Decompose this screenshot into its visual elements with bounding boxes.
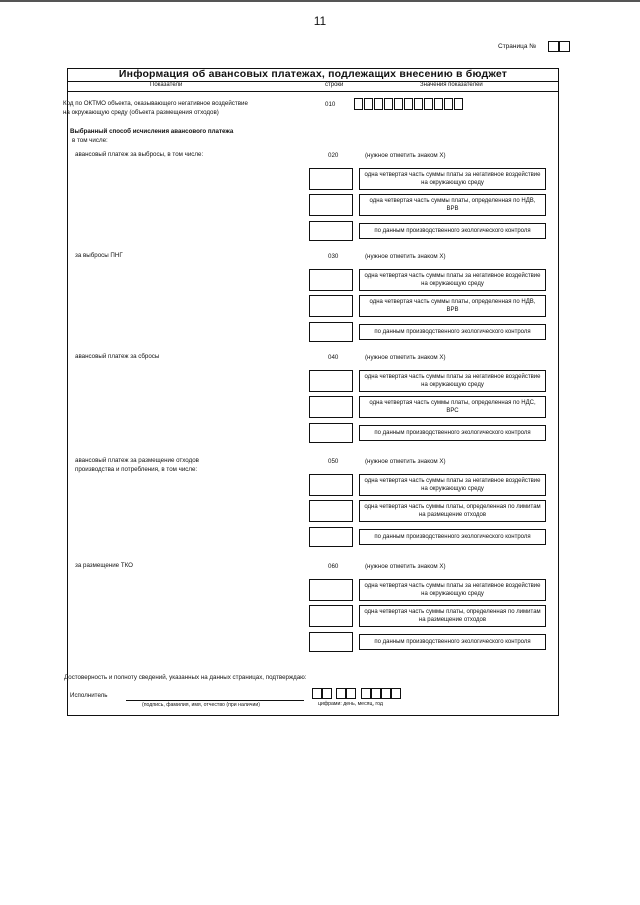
section-label: авансовый платеж за размещение отходов — [75, 457, 199, 464]
date-month-cell[interactable] — [346, 688, 356, 699]
method-heading: Выбранный способ исчисления авансового платежа — [70, 128, 234, 135]
page-number-label: Страница № — [498, 43, 537, 50]
option-checkbox[interactable] — [309, 194, 353, 216]
col-header-values: Значения показателей — [420, 82, 483, 88]
title-divider — [67, 81, 559, 82]
method-sub: в том числе: — [72, 137, 108, 144]
oktmo-digit-cell[interactable] — [354, 98, 363, 110]
col-header-indicators: Показатели — [150, 82, 183, 88]
date-month-cell[interactable] — [336, 688, 346, 699]
option-label: одна четвертая часть суммы платы, определенная по лимитам на размещение отходов — [359, 500, 546, 522]
section-line-code: 020 — [328, 152, 339, 159]
oktmo-digit-cell[interactable] — [444, 98, 453, 110]
option-checkbox[interactable] — [309, 269, 353, 291]
oktmo-label-1: Код по ОКТМО объекта, оказывающего негативное воздействие — [63, 100, 248, 107]
option-label: одна четвертая часть суммы платы за негативное воздействие на окружающую среду — [359, 370, 546, 392]
section-line-code: 040 — [328, 354, 339, 361]
oktmo-digit-cell[interactable] — [434, 98, 443, 110]
option-label: одна четвертая часть суммы платы, определенная по НДВ, ВРВ — [359, 194, 546, 216]
oktmo-label-2: на окружающую среду (объекта размещения отходов) — [63, 108, 219, 116]
oktmo-digit-cell[interactable] — [384, 98, 393, 110]
confirm-text: Достоверность и полноту сведений, указанных на данных страницах, подтверждаю: — [64, 674, 307, 681]
option-checkbox[interactable] — [309, 527, 353, 547]
option-checkbox[interactable] — [309, 423, 353, 443]
oktmo-digit-cell[interactable] — [364, 98, 373, 110]
page-number-cell[interactable] — [548, 41, 559, 52]
oktmo-digit-cell[interactable] — [414, 98, 423, 110]
date-year-cell[interactable] — [371, 688, 381, 699]
oktmo-digit-cell[interactable] — [374, 98, 383, 110]
section-label-2: производства и потребления, в том числе: — [75, 465, 198, 473]
option-checkbox[interactable] — [309, 221, 353, 241]
section-line-code: 060 — [328, 563, 339, 570]
option-checkbox[interactable] — [309, 579, 353, 601]
section-label: за размещение ТКО — [75, 562, 133, 569]
section-label: авансовый платеж за сбросы — [75, 353, 160, 360]
option-checkbox[interactable] — [309, 474, 353, 496]
col-header-line: строки — [325, 82, 344, 88]
option-checkbox[interactable] — [309, 168, 353, 190]
option-label: по данным производственного экологического контроля — [359, 324, 546, 340]
option-label: одна четвертая часть суммы платы за негативное воздействие на окружающую среду — [359, 269, 546, 291]
signature-caption: (подпись, фамилия, имя, отчество (при наличии) — [142, 702, 260, 708]
option-label: одна четвертая часть суммы платы за негативное воздействие на окружающую среду — [359, 579, 546, 601]
section-note: (нужное отметить знаком Х) — [365, 253, 446, 260]
option-checkbox[interactable] — [309, 322, 353, 342]
option-label: по данным производственного экологического контроля — [359, 223, 546, 239]
date-day-cell[interactable] — [312, 688, 322, 699]
section-note: (нужное отметить знаком Х) — [365, 563, 446, 570]
option-label: одна четвертая часть суммы платы, определенная по НДС, ВРС — [359, 396, 546, 418]
top-edge-line — [0, 0, 640, 2]
option-checkbox[interactable] — [309, 295, 353, 317]
date-year-cell[interactable] — [391, 688, 401, 699]
section-label: авансовый платеж за выбросы, в том числе: — [75, 151, 204, 158]
oktmo-digit-cell[interactable] — [394, 98, 403, 110]
option-checkbox[interactable] — [309, 632, 353, 652]
option-label: по данным производственного экологического контроля — [359, 634, 546, 650]
oktmo-digit-cell[interactable] — [424, 98, 433, 110]
section-label: за выбросы ПНГ — [75, 252, 123, 259]
section-line-code: 030 — [328, 253, 339, 260]
date-year-cell[interactable] — [361, 688, 371, 699]
form-title: Информация об авансовых платежах, подлежащих внесению в бюджет — [118, 68, 508, 80]
option-label: по данным производственного экологического контроля — [359, 425, 546, 441]
date-year-cell[interactable] — [381, 688, 391, 699]
option-label: одна четвертая часть суммы платы, определенная по НДВ, ВРВ — [359, 295, 546, 317]
section-line-code: 050 — [328, 458, 339, 465]
option-checkbox[interactable] — [309, 500, 353, 522]
page-number-cell[interactable] — [559, 41, 570, 52]
page-number: 11 — [313, 14, 327, 28]
oktmo-digit-cell[interactable] — [454, 98, 463, 110]
option-label: одна четвертая часть суммы платы за негативное воздействие на окружающую среду — [359, 474, 546, 496]
option-label: одна четвертая часть суммы платы за негативное воздействие на окружающую среду — [359, 168, 546, 190]
date-day-cell[interactable] — [322, 688, 332, 699]
section-note: (нужное отметить знаком Х) — [365, 354, 446, 361]
option-checkbox[interactable] — [309, 605, 353, 627]
option-label: по данным производственного экологического контроля — [359, 529, 546, 545]
oktmo-line-code: 010 — [325, 101, 336, 108]
section-note: (нужное отметить знаком Х) — [365, 152, 446, 159]
oktmo-digit-cell[interactable] — [404, 98, 413, 110]
option-checkbox[interactable] — [309, 396, 353, 418]
option-label: одна четвертая часть суммы платы, определенная по лимитам на размещение отходов — [359, 605, 546, 627]
executor-label: Исполнитель — [70, 692, 108, 699]
option-checkbox[interactable] — [309, 370, 353, 392]
header-divider — [67, 91, 559, 92]
section-note: (нужное отметить знаком Х) — [365, 458, 446, 465]
date-caption: цифрами: день, месяц, год — [318, 701, 383, 707]
